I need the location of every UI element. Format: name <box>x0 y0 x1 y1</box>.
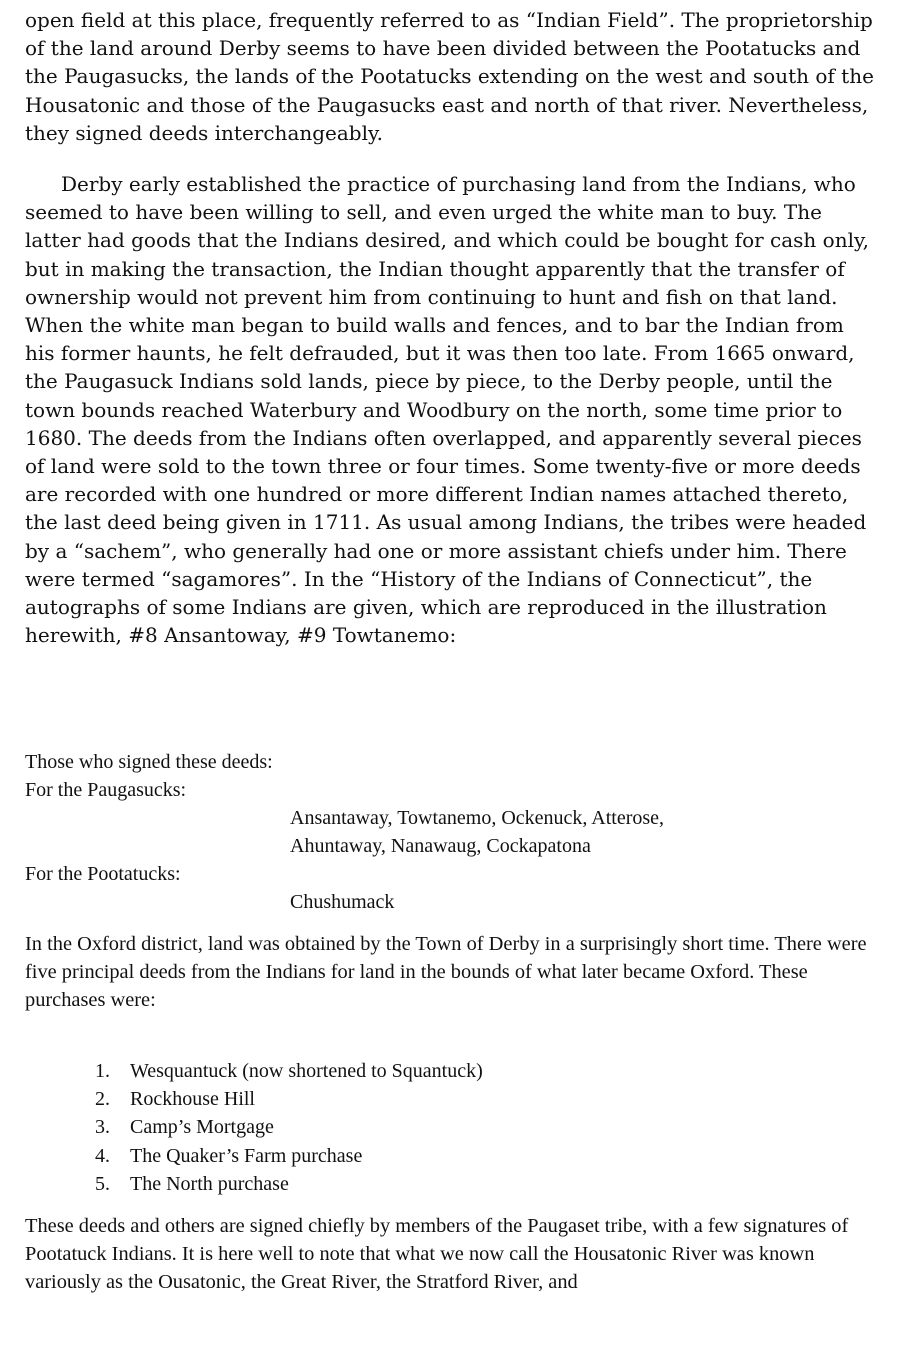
paugasucks-names-line: Ansantaway, Towtanemo, Ockenuck, Atterose, <box>290 807 665 829</box>
list-item: 3. Camp’s Mortgage <box>95 1116 274 1139</box>
pootatucks-names: Chushumack <box>290 891 395 913</box>
paugasucks-names-line: Ahuntaway, Nanawaug, Cockapatona <box>290 835 591 857</box>
paragraph-indian-field: open field at this place, frequently referred to as “Indian Field”. The proprietorship of the land around Derby seems to have been divided between the Pootatucks and the Paugasucks, the lands of the Pootatucks extending on the west and south of the Housatonic and those of the Paugasucks east and north of that river. Nevertheless, they signed deeds interchangeably. <box>25 8 874 145</box>
purchases-list <box>95 1057 483 1198</box>
list-item: 5. The North purchase <box>95 1172 289 1195</box>
signers-intro: Those who signed these deeds: <box>25 751 273 773</box>
paragraph-derby-purchases: Derby early established the practice of purchasing land from the Indians, who seemed to have been willing to sell, and even urged the white man to buy. The latter had goods that the Indians desired, and which could be bought for cash only, but in making the transaction, the Indian thought apparently that the transfer of ownership would not prevent him from continuing to hunt and fish on that land. When the white man began to build walls and fences, and to bar the Indian from his former haunts, he felt defrauded, but it was then too late. From 1665 onward, the Paugasuck Indians sold lands, piece by piece, to the Derby people, until the town bounds reached Waterbury and Woodbury on the north, some time prior to 1680. The deeds from the Indians often overlapped, and apparently several pieces of land were sold to the town three or four times. Some twenty-five or more deeds are recorded with one hundred or more different Indian names attached thereto, the last deed being given in 1711. As usual among Indians, the tribes were headed by a “sachem”, who generally had one or more assistant chiefs under him. There were termed “sagamores”. In the “History of the Indians of Connecticut”, the autographs of some Indians are given, which are reproduced in the illustration herewith, #8 Ansantoway, #9 Towtanemo: <box>25 172 869 648</box>
list-item: 4. The Quaker’s Farm purchase <box>95 1144 363 1167</box>
list-item: 1. Wesquantuck (now shortened to Squantuck) <box>95 1060 483 1082</box>
pootatucks-label: For the Pootatucks: <box>25 863 181 885</box>
list-item: 2. Rockhouse Hill <box>95 1088 255 1111</box>
paugasucks-label: For the Paugasucks: <box>25 779 187 801</box>
paugasucks-names <box>290 804 875 860</box>
paragraph-housatonic-names: These deeds and others are signed chiefly by members of the Paugaset tribe, with a few signatures of Pootatuck Indians. It is here well to note that what we now call the Housatonic River was known variously as the Ousatonic, the Great River, the Stratford River, and <box>25 1215 849 1294</box>
paragraph-oxford-district: In the Oxford district, land was obtained by the Town of Derby in a surprisingly short time. There were five principal deeds from the Indians for land in the bounds of what later became Oxford. These purchases were: <box>25 933 867 1012</box>
